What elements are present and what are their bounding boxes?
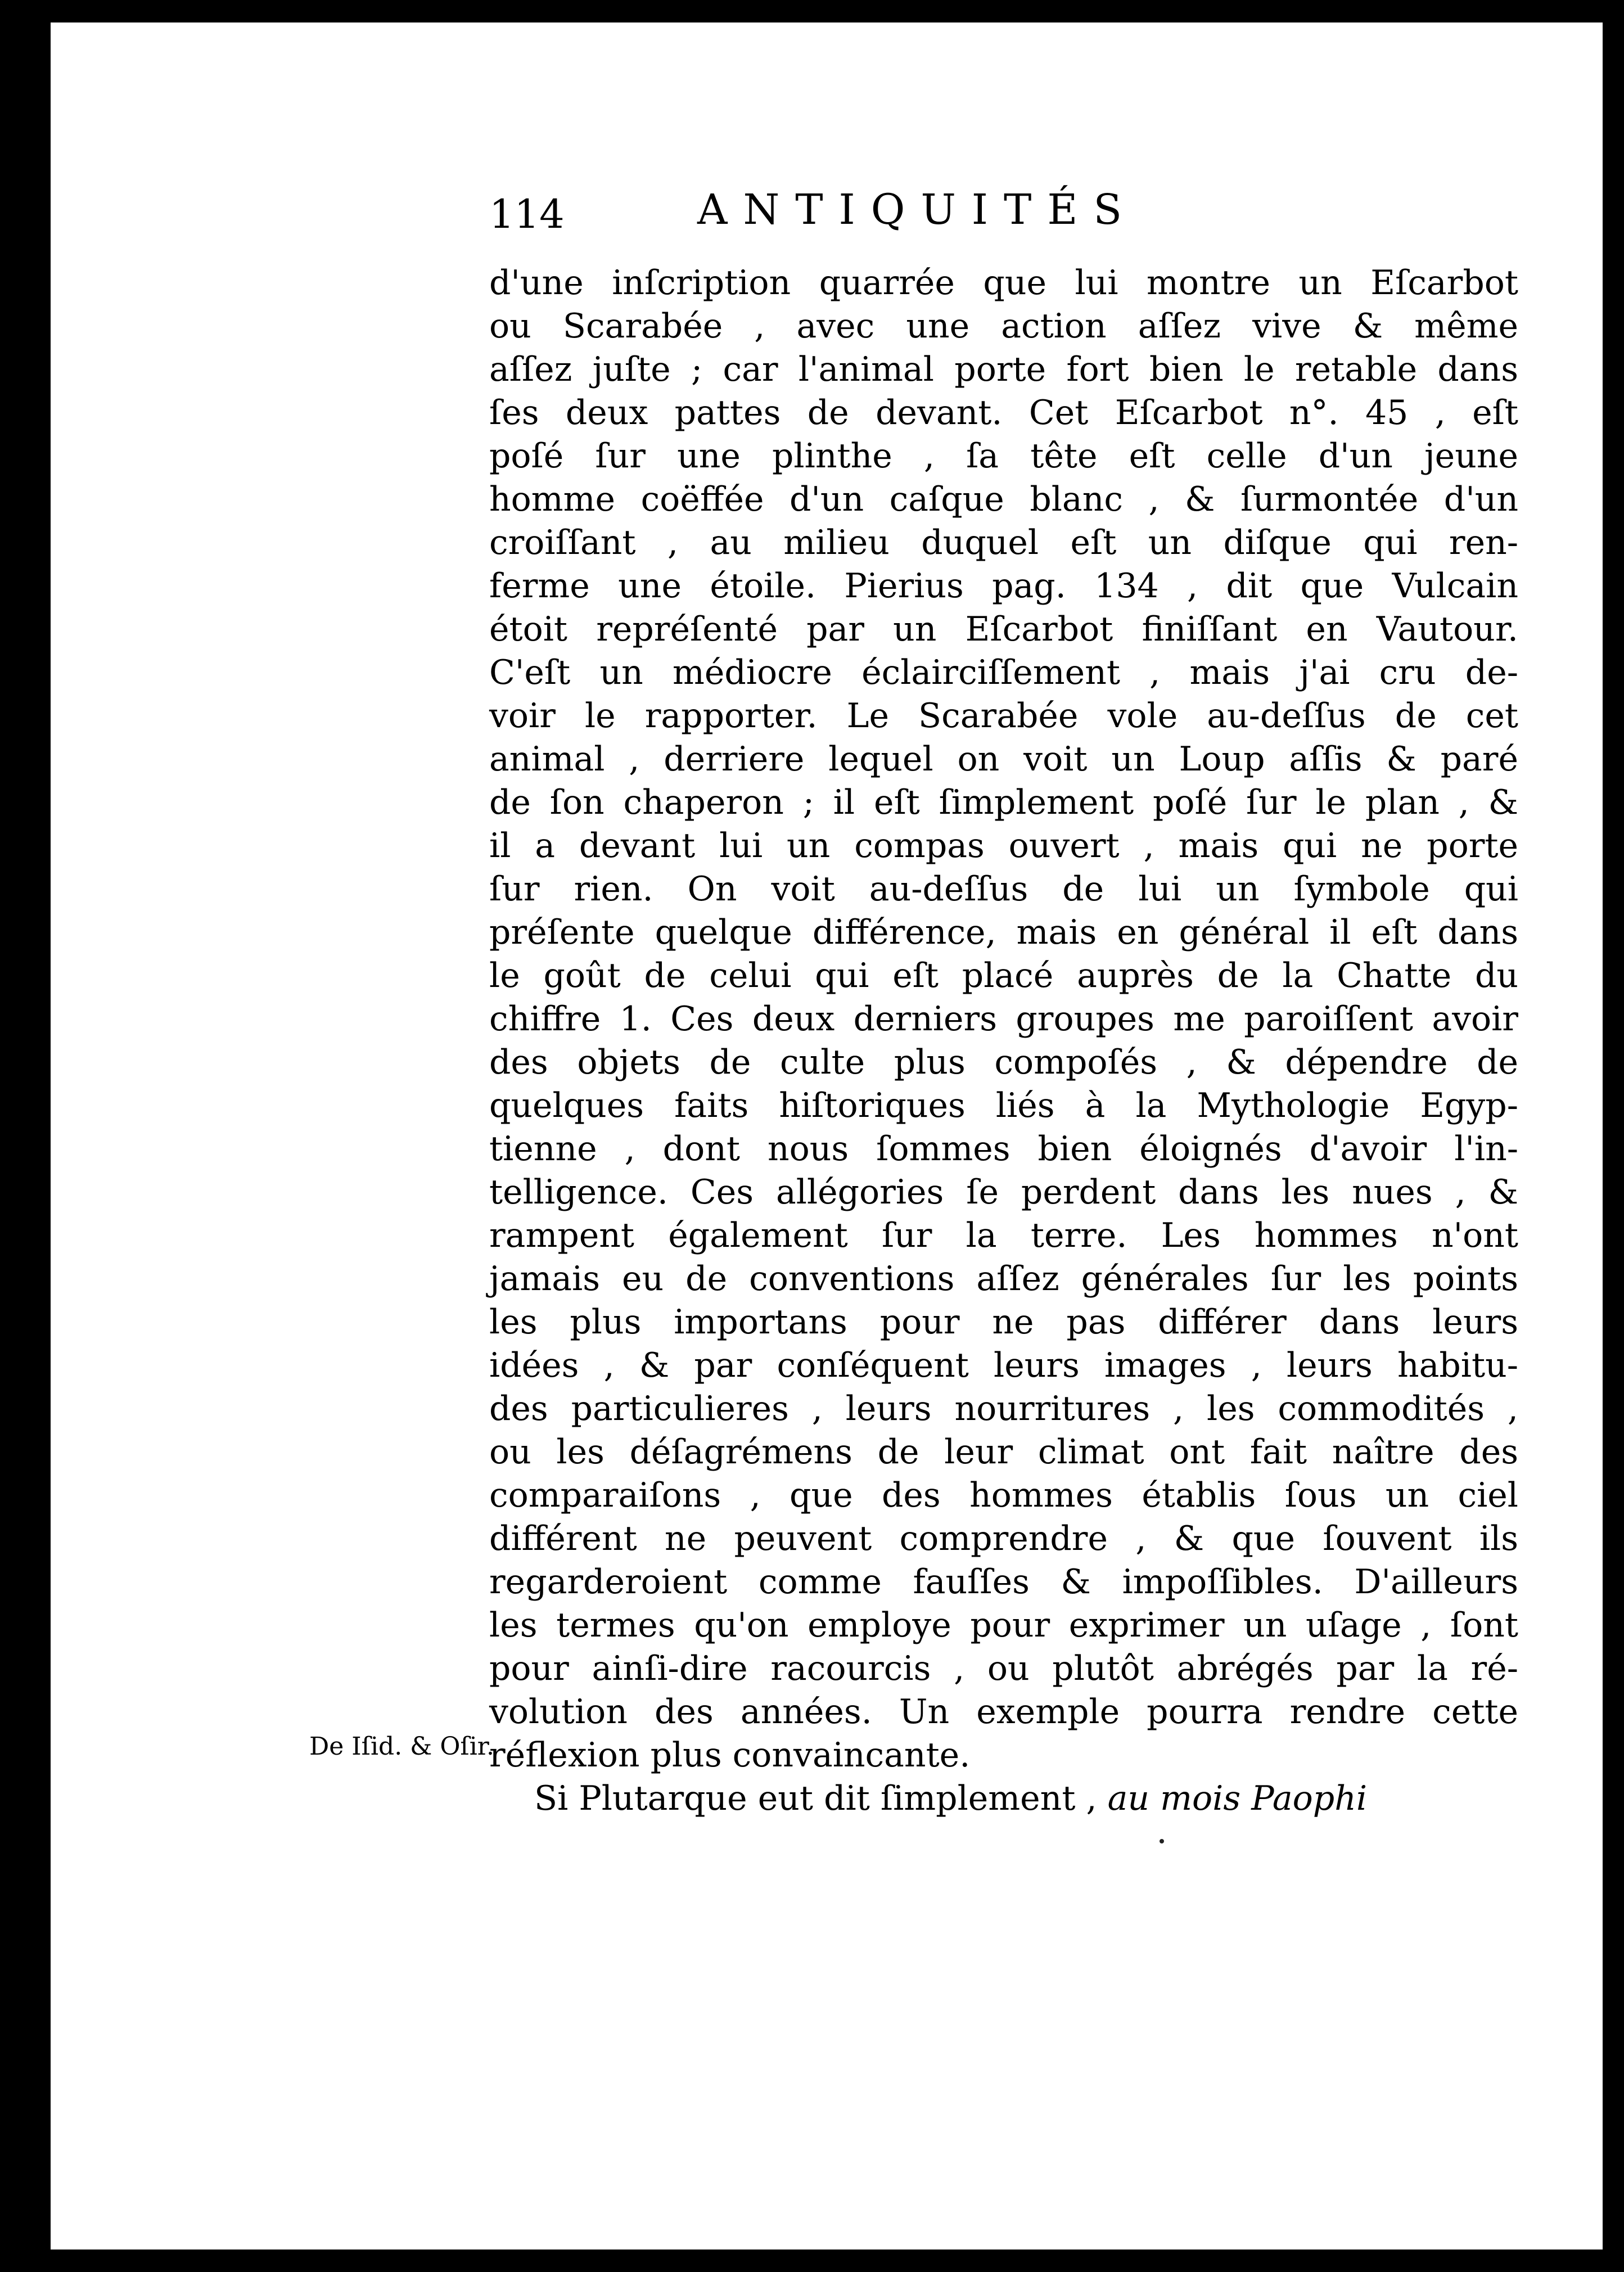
margin-note: De Iſid. & Oſir.	[309, 1732, 494, 1761]
text-line: idées , & par conſéquent leurs images , leurs habitu-	[489, 1346, 1518, 1385]
running-title: ANTIQUITÉS	[697, 186, 1138, 234]
text-line: le goût de celui qui eſt placé auprès de la Chatte du	[489, 956, 1518, 995]
text-line: réflexion plus convaincante.	[489, 1735, 971, 1775]
text-line: rampent également ſur la terre. Les hommes n'ont	[489, 1216, 1518, 1255]
text-line: C'eſt un médiocre éclairciſſement , mais j'ai cru de-	[489, 653, 1518, 692]
text-line: étoit repréſenté par un Eſcarbot finiſſant en Vautour.	[489, 610, 1518, 649]
text-line: les termes qu'on employe pour exprimer un uſage , ſont	[489, 1606, 1518, 1645]
book-page	[51, 22, 1603, 2250]
text-line: jamais eu de conventions aſſez générales ſur les points	[489, 1259, 1518, 1299]
text-line: il a devant lui un compas ouvert , mais qui ne porte	[489, 826, 1518, 865]
ink-speck	[1160, 1839, 1164, 1843]
text-line: telligence. Ces allégories ſe perdent dans les nues , &	[489, 1173, 1518, 1212]
text-line: préſente quelque différence, mais en général il eſt dans	[489, 913, 1518, 952]
text-line: aſſez juſte ; car l'animal porte fort bien le retable dans	[489, 350, 1518, 389]
text-line: volution des années. Un exemple pourra rendre cette	[489, 1692, 1518, 1732]
text-line: différent ne peuvent comprendre , & que ſouvent ils	[489, 1519, 1518, 1558]
page-header	[489, 186, 1316, 253]
text-line: animal , derriere lequel on voit un Loup aſſis & paré	[489, 740, 1518, 779]
text-line: croiſſant , au milieu duquel eſt un diſque qui ren-	[489, 523, 1518, 562]
text-line: quelques faits hiſtoriques liés à la Mythologie Egyp-	[489, 1086, 1518, 1125]
text-line: comparaiſons , que des hommes établis ſous un ciel	[489, 1476, 1518, 1515]
text-line: de ſon chaperon ; il eſt ſimplement poſé ſur le plan , &	[489, 783, 1518, 822]
text-line: pour ainſi-dire racourcis , ou plutôt abrégés par la ré-	[489, 1649, 1518, 1688]
text-line: chiffre 1. Ces deux derniers groupes me paroiſſent avoir	[489, 999, 1518, 1039]
text-line: ou Scarabée , avec une action aſſez vive & même	[489, 306, 1518, 346]
text-line: voir le rapporter. Le Scarabée vole au-deſſus de cet	[489, 696, 1518, 736]
text-line: homme coëffée d'un caſque blanc , & ſurmontée d'un	[489, 480, 1518, 519]
text-line: des particulieres , leurs nourritures , les commodités ,	[489, 1389, 1518, 1428]
text-line: les plus importans pour ne pas différer dans leurs	[489, 1302, 1518, 1342]
body-text	[489, 262, 1518, 1820]
final-line-italic: au mois Paophi	[1107, 1779, 1368, 1818]
text-line: regarderoient comme fauſſes & impoſſibles. D'ailleurs	[489, 1562, 1518, 1602]
text-line: ſes deux pattes de devant. Cet Eſcarbot n°. 45 , eſt	[489, 393, 1518, 432]
text-line: ſur rien. On voit au-deſſus de lui un ſymbole qui	[489, 869, 1518, 909]
text-line: d'une inſcription quarrée que lui montre un Eſcarbot	[489, 263, 1518, 303]
text-line: ou les déſagrémens de leur climat ont fait naître des	[489, 1432, 1518, 1472]
text-line: poſé ſur une plinthe , ſa tête eſt celle d'un jeune	[489, 436, 1518, 476]
text-line-final	[489, 1777, 1518, 1820]
text-line: tienne , dont nous ſommes bien éloignés d'avoir l'in-	[489, 1129, 1518, 1169]
text-line: des objets de culte plus compoſés , & dépendre de	[489, 1043, 1518, 1082]
page-number: 114	[489, 191, 565, 237]
text-line: ferme une étoile. Pierius pag. 134 , dit que Vulcain	[489, 566, 1518, 606]
final-line-plain: Si Plutarque eut dit ſimplement ,	[534, 1779, 1108, 1818]
